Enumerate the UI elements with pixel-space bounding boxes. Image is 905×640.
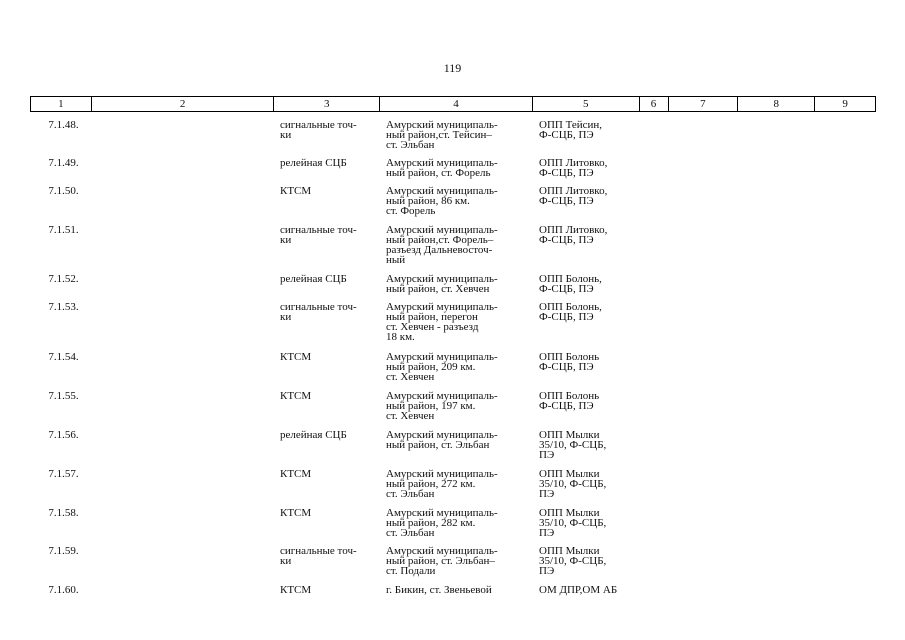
- row-location: Амурский муниципаль- ный район, 86 км. ст. Форель: [386, 185, 498, 217]
- table-row: [30, 585, 876, 595]
- page-number: 119: [443, 61, 462, 75]
- table-row: [30, 391, 876, 421]
- row-location: Амурский муниципаль- ный район, перегон ст. Хевчен - разъезд 18 км.: [386, 301, 498, 343]
- row-location: Амурский муниципаль- ный район, 197 км. ст. Хевчен: [386, 390, 498, 422]
- row-location: Амурский муниципаль- ный район, 272 км. ст. Эльбан: [386, 468, 498, 500]
- row-owner: ОПП Болонь, Ф-СЦБ, ПЭ: [539, 273, 602, 295]
- row-cell-2: [91, 225, 274, 265]
- row-location: Амурский муниципаль- ный район, ст. Эльбан: [386, 429, 498, 451]
- row-cell-2: [91, 469, 274, 499]
- row-cell-2: [91, 302, 274, 342]
- col-header-2: 2: [92, 97, 275, 111]
- row-number: 7.1.49.: [48, 157, 79, 169]
- row-cell-2: [91, 186, 274, 216]
- row-location: Амурский муниципаль- ный район,ст. Форель– разъезд Дальневосточ- ный: [386, 224, 498, 266]
- row-number: 7.1.55.: [48, 390, 79, 402]
- row-number: 7.1.58.: [48, 507, 79, 519]
- row-number: 7.1.53.: [48, 301, 79, 313]
- row-number: 7.1.59.: [48, 545, 79, 557]
- row-object-type: КТСМ: [280, 507, 312, 519]
- row-cell-2: [91, 120, 274, 150]
- row-owner: ОМ ДПР,ОМ АБ: [539, 584, 618, 596]
- row-owner: ОПП Тейсин, Ф-СЦБ, ПЭ: [539, 119, 603, 141]
- table-row: [30, 120, 876, 150]
- row-object-type: КТСМ: [280, 390, 312, 402]
- row-owner: ОПП Мылки 35/10, Ф-СЦБ, ПЭ: [539, 429, 607, 461]
- row-location: Амурский муниципаль- ный район, ст. Форель: [386, 157, 498, 179]
- col-header-1: 1: [31, 97, 92, 111]
- row-owner: ОПП Болонь Ф-СЦБ, ПЭ: [539, 390, 600, 412]
- row-number: 7.1.48.: [48, 119, 79, 131]
- row-cell-2: [91, 430, 274, 460]
- row-cell-2: [91, 274, 274, 294]
- row-owner: ОПП Литовко, Ф-СЦБ, ПЭ: [539, 224, 608, 246]
- row-owner: ОПП Литовко, Ф-СЦБ, ПЭ: [539, 185, 608, 207]
- row-cell-2: [91, 508, 274, 538]
- table-row: [30, 352, 876, 382]
- row-number: 7.1.56.: [48, 429, 79, 441]
- row-owner: ОПП Мылки 35/10, Ф-СЦБ, ПЭ: [539, 545, 607, 577]
- row-object-type: КТСМ: [280, 351, 312, 363]
- table-row: [30, 469, 876, 499]
- table-row: [30, 225, 876, 265]
- row-number: 7.1.52.: [48, 273, 79, 285]
- row-object-type: релейная СЦБ: [280, 157, 347, 169]
- row-cell-2: [91, 585, 274, 595]
- table-row: [30, 546, 876, 576]
- col-header-9: 9: [842, 98, 848, 110]
- col-header-8: 8: [738, 97, 815, 111]
- row-cell-2: [91, 546, 274, 576]
- table-header-row: [30, 96, 876, 112]
- row-owner: ОПП Болонь, Ф-СЦБ, ПЭ: [539, 301, 602, 323]
- table-row: [30, 508, 876, 538]
- row-number: 7.1.57.: [48, 468, 79, 480]
- table-row: [30, 274, 876, 294]
- row-location: Амурский муниципаль- ный район, 282 км. ст. Эльбан: [386, 507, 498, 539]
- col-header-4: 4: [380, 97, 533, 111]
- col-header-3: 3: [274, 97, 380, 111]
- row-object-type: релейная СЦБ: [280, 429, 347, 441]
- table-row: [30, 158, 876, 178]
- table-row: [30, 186, 876, 216]
- row-owner: ОПП Мылки 35/10, Ф-СЦБ, ПЭ: [539, 507, 607, 539]
- row-location: г. Бикин, ст. Звеньевой: [386, 584, 492, 596]
- col-header-5: 5: [533, 97, 640, 111]
- row-owner: ОПП Мылки 35/10, Ф-СЦБ, ПЭ: [539, 468, 607, 500]
- row-owner: ОПП Литовко, Ф-СЦБ, ПЭ: [539, 157, 608, 179]
- row-location: Амурский муниципаль- ный район, 209 км. ст. Хевчен: [386, 351, 498, 383]
- col-header-7: 7: [669, 97, 739, 111]
- row-object-type: сигнальные точ- ки: [280, 224, 357, 246]
- row-cell-2: [91, 391, 274, 421]
- row-location: Амурский муниципаль- ный район,ст. Тейсин– ст. Эльбан: [386, 119, 498, 151]
- row-object-type: КТСМ: [280, 584, 312, 596]
- row-object-type: сигнальные точ- ки: [280, 301, 357, 323]
- row-object-type: КТСМ: [280, 468, 312, 480]
- table-row: [30, 430, 876, 460]
- row-cell-2: [91, 352, 274, 382]
- row-object-type: сигнальные точ- ки: [280, 545, 357, 567]
- col-header-6: 6: [640, 97, 669, 111]
- row-number: 7.1.60.: [48, 584, 79, 596]
- row-object-type: КТСМ: [280, 185, 312, 197]
- row-location: Амурский муниципаль- ный район, ст. Эльбан– ст. Подали: [386, 545, 498, 577]
- row-owner: ОПП Болонь Ф-СЦБ, ПЭ: [539, 351, 600, 373]
- row-number: 7.1.51.: [48, 224, 79, 236]
- table-row: [30, 302, 876, 342]
- row-number: 7.1.50.: [48, 185, 79, 197]
- row-object-type: сигнальные точ- ки: [280, 119, 357, 141]
- row-cell-2: [91, 158, 274, 178]
- row-location: Амурский муниципаль- ный район, ст. Хевчен: [386, 273, 498, 295]
- row-object-type: релейная СЦБ: [280, 273, 347, 285]
- row-number: 7.1.54.: [48, 351, 79, 363]
